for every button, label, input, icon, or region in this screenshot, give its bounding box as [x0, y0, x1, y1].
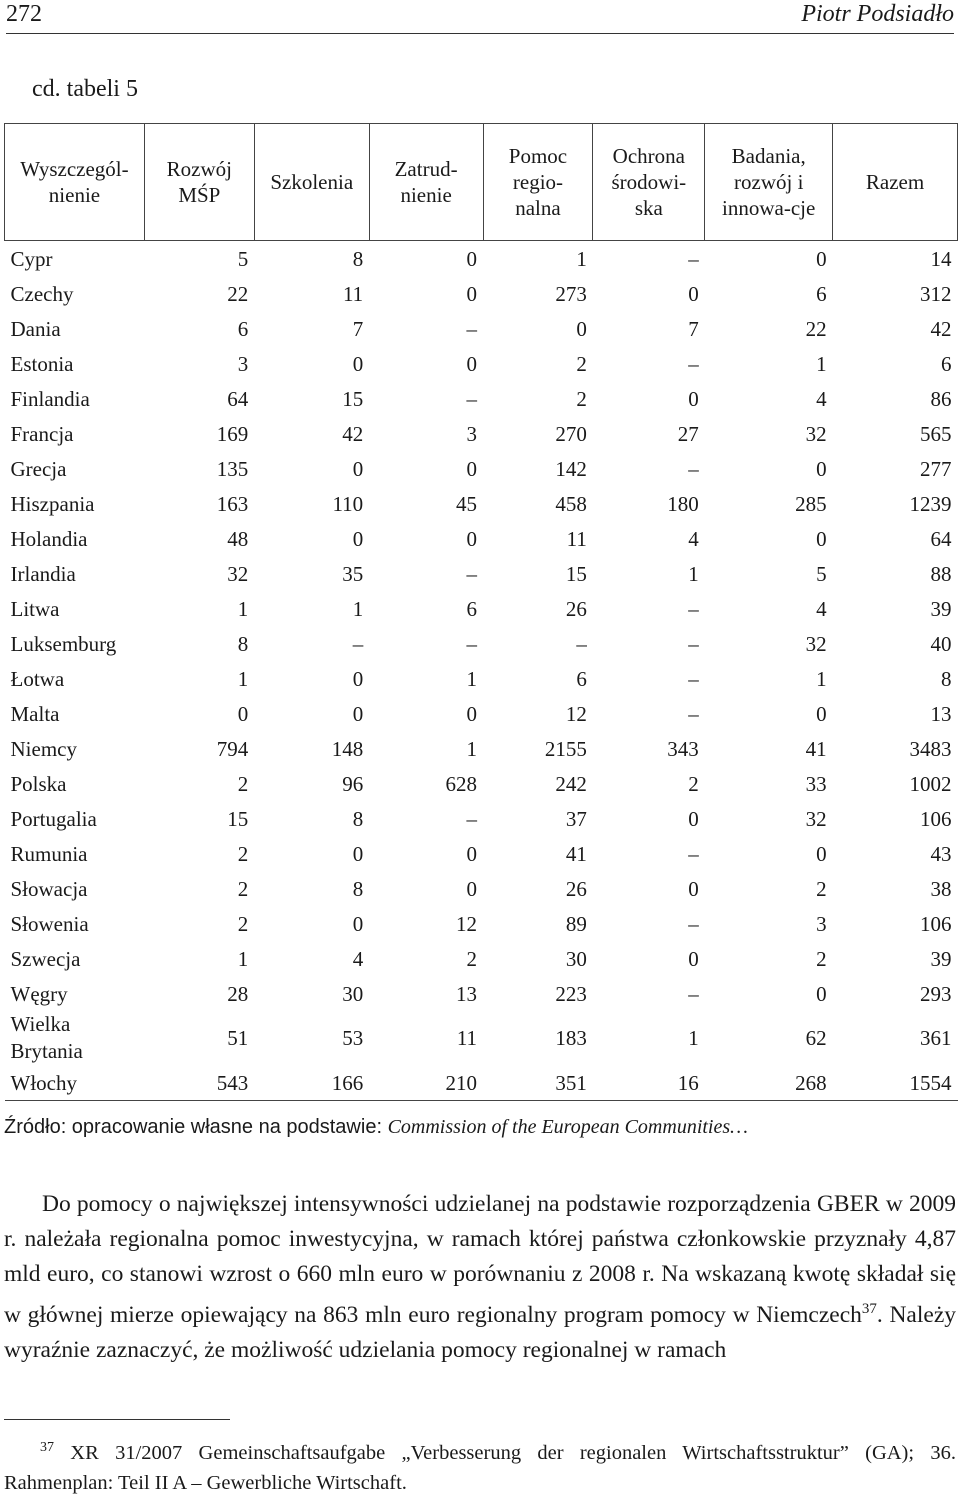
table-cell: 6: [941, 351, 952, 376]
source-label: Źródło: opracowanie własne na podstawie:: [4, 1116, 388, 1138]
table-cell: –: [688, 631, 699, 656]
footnote-divider: [4, 1419, 230, 1420]
table-cell: 1: [816, 666, 827, 691]
row-label: Grecja: [10, 456, 67, 481]
table-cell: 343: [667, 736, 699, 761]
table-cell: 4: [816, 386, 827, 411]
row-label: Portugalia: [10, 806, 97, 831]
table-cell: 2: [816, 876, 827, 901]
table-cell: 0: [688, 386, 699, 411]
table-cell: 43: [930, 841, 952, 866]
row-label: Włochy: [5, 1065, 145, 1101]
table-cell: –: [688, 841, 699, 866]
table-cell: 0: [816, 841, 827, 866]
table-cell: 0: [688, 946, 699, 971]
column-header: Wyszczegól-nienie: [5, 124, 145, 241]
table-cell: 39: [930, 946, 952, 971]
table-cell: 11: [456, 1026, 478, 1050]
column-header: Szkolenia: [254, 124, 369, 241]
row-label: Finlandia: [10, 386, 90, 411]
table-cell: 285: [795, 491, 827, 516]
table-cell: 28: [227, 981, 249, 1006]
table-cell: 166: [254, 1065, 369, 1101]
table-cell: 0: [688, 876, 699, 901]
table-cell: 163: [216, 491, 249, 516]
table-cell: 2: [688, 771, 699, 796]
table-cell: 0: [352, 456, 364, 481]
row-label: Holandia: [10, 526, 88, 551]
table-cell: 15: [227, 806, 249, 831]
table-cell: 8: [352, 806, 364, 831]
table-cell: 0: [466, 246, 478, 271]
table-cell: 40: [930, 631, 952, 656]
table-row: [5, 346, 958, 381]
table-cell: 183: [555, 1026, 587, 1050]
table-cell: 1: [688, 561, 699, 586]
table-cell: 16: [593, 1065, 705, 1101]
table-cell: 42: [342, 421, 364, 446]
table-cell: 62: [805, 1026, 827, 1050]
table-cell: –: [576, 631, 587, 656]
footnote-marker: 37: [861, 1301, 877, 1317]
table-body: [5, 241, 958, 1101]
table-row: [5, 836, 958, 871]
table-cell: 1: [688, 1026, 699, 1050]
table-cell: 1: [816, 351, 827, 376]
table-row: [5, 521, 958, 556]
table-row: [5, 241, 958, 277]
table-cell: 0: [466, 526, 478, 551]
table-cell: 32: [805, 421, 827, 446]
table-row: [5, 906, 958, 941]
table-cell: 35: [342, 561, 364, 586]
table-row: [5, 626, 958, 661]
table-cell: 7: [352, 316, 364, 341]
row-label: Polska: [10, 771, 67, 796]
table-cell: 0: [816, 526, 827, 551]
table-cell: 64: [930, 526, 952, 551]
row-label: Czechy: [10, 281, 74, 306]
table-caption: cd. tabeli 5: [32, 76, 138, 102]
column-header: Zatrud-nienie: [369, 124, 483, 241]
table-cell: 0: [816, 246, 827, 271]
table-cell: 1: [466, 736, 478, 761]
table-cell: 12: [565, 701, 587, 726]
table-cell: 6: [576, 666, 587, 691]
table-row: [5, 1065, 958, 1101]
table-cell: 8: [352, 876, 364, 901]
table-cell: –: [688, 456, 699, 481]
table-cell: 1: [237, 596, 249, 621]
table-cell: 0: [466, 281, 478, 306]
source-note: [4, 1116, 748, 1139]
table-cell: 8: [941, 666, 952, 691]
table-cell: 106: [920, 806, 952, 831]
table-cell: 42: [930, 316, 952, 341]
table-cell: 5: [816, 561, 827, 586]
table-cell: 1: [466, 666, 478, 691]
table-cell: 0: [576, 316, 587, 341]
table-cell: –: [688, 351, 699, 376]
table-cell: 41: [565, 841, 587, 866]
table-cell: 8: [237, 631, 249, 656]
table-cell: –: [466, 631, 478, 656]
footnote-text: XR 31/2007 Gemeinschaftsaufgabe „Verbesserung der regionalen Wirtschaftsstruktur” (GA); 36. Rahmenplan: Teil II A – Gewerbliche Wirtschaft.: [4, 1441, 956, 1494]
table-cell: 2: [576, 351, 587, 376]
table-cell: 26: [565, 596, 587, 621]
table-cell: 30: [565, 946, 587, 971]
table-cell: 3483: [909, 736, 952, 761]
table-cell: 0: [352, 666, 364, 691]
table-cell: –: [688, 981, 699, 1006]
table-cell: 14: [930, 246, 952, 271]
table-cell: 2: [237, 771, 249, 796]
table-cell: –: [688, 246, 699, 271]
row-label: Luksemburg: [10, 631, 117, 656]
column-header: Rozwój MŚP: [144, 124, 254, 241]
table-row: [5, 696, 958, 731]
row-label: Francja: [10, 421, 74, 446]
row-label: Cypr: [10, 246, 53, 271]
table-cell: 0: [352, 701, 364, 726]
table-cell: 1239: [909, 491, 952, 516]
table-cell: 48: [227, 526, 249, 551]
table-cell: 26: [565, 876, 587, 901]
row-label: Szwecja: [10, 946, 81, 971]
table-row: [5, 451, 958, 486]
table-cell: 22: [227, 281, 249, 306]
running-author: Piotr Podsiadło: [801, 1, 954, 27]
table-cell: –: [688, 911, 699, 936]
table-cell: 53: [342, 1026, 364, 1050]
table-cell: 41: [805, 736, 827, 761]
table-cell: 0: [816, 456, 827, 481]
body-paragraph: [4, 1187, 956, 1368]
table-cell: 293: [920, 981, 952, 1006]
table-cell: –: [466, 561, 478, 586]
table-cell: 6: [466, 596, 478, 621]
row-label: Irlandia: [10, 561, 76, 586]
table-cell: 12: [456, 911, 478, 936]
table-cell: 106: [920, 911, 952, 936]
table-cell: 277: [920, 456, 952, 481]
table-cell: 7: [688, 316, 699, 341]
table-cell: 2: [816, 946, 827, 971]
row-label: Litwa: [10, 596, 60, 621]
source-reference: Commission of the European Communities…: [387, 1116, 748, 1138]
table-cell: 1: [237, 946, 249, 971]
table-cell: 37: [565, 806, 587, 831]
table-cell: 0: [688, 281, 699, 306]
table-row: [5, 1011, 958, 1065]
table-cell: 0: [466, 456, 478, 481]
table-cell: 5: [237, 246, 249, 271]
table-cell: 242: [555, 771, 587, 796]
table-cell: 273: [555, 281, 587, 306]
table-cell: 210: [369, 1065, 483, 1101]
table-row: [5, 556, 958, 591]
column-header: Razem: [833, 124, 958, 241]
table-cell: 223: [555, 981, 587, 1006]
table-cell: –: [352, 631, 364, 656]
page-number: 272: [6, 1, 42, 27]
column-header: Badania, rozwój i innowa-cje: [705, 124, 833, 241]
table-cell: 2: [237, 841, 249, 866]
table-cell: 11: [566, 526, 587, 551]
table-cell: 27: [677, 421, 699, 446]
table-cell: 180: [667, 491, 699, 516]
table-cell: 1: [237, 666, 249, 691]
page-header: [6, 0, 954, 34]
table-row: [5, 871, 958, 906]
table-cell: 0: [688, 806, 699, 831]
table-cell: 13: [456, 981, 478, 1006]
table-cell: –: [466, 806, 478, 831]
table-cell: 6: [816, 281, 827, 306]
row-label: Wielka Brytania: [10, 1012, 83, 1063]
table-cell: 110: [332, 491, 364, 516]
table-row: [5, 591, 958, 626]
table-cell: 64: [227, 386, 249, 411]
paragraph-text: Do pomocy o największej intensywności udzielanej na podstawie rozporządzenia GBER w 2009 r. należała regionalna pomoc inwestycyjna, w ramach której państwa członkowskie przyznały 4,87 mld euro, co stanowi wzrost o 660 mln euro w porównaniu z 2008 r. Na wskazaną kwotę składał się w głównej mierze opiewający na 863 mln euro regionalny program pomocy w Niemczech: [4, 1191, 956, 1328]
row-label: Dania: [10, 316, 61, 341]
table-cell: 4: [352, 946, 364, 971]
table-cell: 0: [816, 701, 827, 726]
table-cell: 0: [466, 351, 478, 376]
row-label: Słowacja: [10, 876, 88, 901]
table-header-row: [5, 124, 958, 241]
table-row: [5, 801, 958, 836]
table-cell: 361: [920, 1026, 952, 1050]
table-row: [5, 731, 958, 766]
row-label: Niemcy: [10, 736, 77, 761]
table-cell: 1: [576, 246, 587, 271]
table-cell: –: [466, 316, 478, 341]
table-cell: 142: [555, 456, 587, 481]
table-cell: 0: [352, 526, 364, 551]
row-label: Hiszpania: [10, 491, 95, 516]
table-cell: 8: [352, 246, 364, 271]
table-cell: 11: [342, 281, 364, 306]
table-cell: 22: [805, 316, 827, 341]
table-cell: 2: [466, 946, 478, 971]
table-cell: 2: [237, 876, 249, 901]
table-cell: 2155: [544, 736, 587, 761]
table-cell: 0: [237, 701, 249, 726]
table-row: [5, 766, 958, 801]
table-cell: 15: [565, 561, 587, 586]
table-cell: 628: [445, 771, 478, 796]
table-cell: 30: [342, 981, 364, 1006]
table-cell: 33: [805, 771, 827, 796]
table-cell: 38: [930, 876, 952, 901]
row-label: Malta: [10, 701, 60, 726]
table-cell: 2: [576, 386, 587, 411]
table-cell: 1: [352, 596, 364, 621]
table-cell: 86: [930, 386, 952, 411]
table-cell: 89: [565, 911, 587, 936]
row-label: Łotwa: [10, 666, 65, 691]
table-cell: 0: [466, 701, 478, 726]
table-cell: 268: [705, 1065, 833, 1101]
table-row: [5, 311, 958, 346]
table-cell: 565: [920, 421, 952, 446]
table-row: [5, 941, 958, 976]
table-cell: 0: [816, 981, 827, 1006]
table-cell: 88: [930, 561, 952, 586]
table-cell: 32: [805, 806, 827, 831]
row-label: Węgry: [10, 981, 68, 1006]
table-cell: –: [688, 666, 699, 691]
table-cell: 32: [227, 561, 249, 586]
table-cell: 1554: [833, 1065, 958, 1101]
table-cell: 0: [352, 841, 364, 866]
table-cell: 2: [237, 911, 249, 936]
table-row: [5, 486, 958, 521]
table-cell: 794: [216, 736, 249, 761]
table-cell: 3: [466, 421, 478, 446]
table-cell: 0: [466, 876, 478, 901]
table-cell: 169: [216, 421, 249, 446]
row-label: Estonia: [10, 351, 74, 376]
table-cell: 96: [342, 771, 364, 796]
row-label: Słowenia: [10, 911, 89, 936]
table-cell: –: [688, 596, 699, 621]
table-row: [5, 381, 958, 416]
table-cell: 0: [352, 351, 364, 376]
table-cell: 351: [483, 1065, 593, 1101]
table-cell: 39: [930, 596, 952, 621]
table-cell: 0: [466, 841, 478, 866]
paragraph-text-continued: . Należy wyraźnie zaznaczyć, że możliwość udzielania pomocy regionalnej w ramach: [4, 1301, 956, 1363]
row-label: Rumunia: [10, 841, 88, 866]
table-cell: 270: [555, 421, 587, 446]
table-cell: –: [466, 386, 478, 411]
table-cell: 15: [342, 386, 364, 411]
data-table: [4, 123, 958, 1101]
table-cell: 135: [216, 456, 249, 481]
table-cell: 4: [816, 596, 827, 621]
footnote-number: 37: [40, 1440, 54, 1455]
table-row: [5, 976, 958, 1011]
table-cell: 4: [688, 526, 699, 551]
table-cell: 0: [352, 911, 364, 936]
table-cell: 51: [227, 1026, 249, 1050]
table-cell: –: [688, 701, 699, 726]
table-cell: 3: [816, 911, 827, 936]
footnote: [4, 1433, 956, 1498]
table-cell: 458: [555, 491, 587, 516]
table-row: [5, 661, 958, 696]
table-cell: 3: [237, 351, 249, 376]
table-row: [5, 416, 958, 451]
table-cell: 13: [930, 701, 952, 726]
table-cell: 45: [456, 491, 478, 516]
table-cell: 543: [144, 1065, 254, 1101]
table-cell: 148: [331, 736, 364, 761]
table-cell: 1002: [909, 771, 952, 796]
table-cell: 32: [805, 631, 827, 656]
table-cell: 312: [920, 281, 952, 306]
column-header: Ochrona środowi-ska: [593, 124, 705, 241]
table-row: [5, 276, 958, 311]
column-header: Pomoc regio-nalna: [483, 124, 593, 241]
table-cell: 6: [237, 316, 249, 341]
